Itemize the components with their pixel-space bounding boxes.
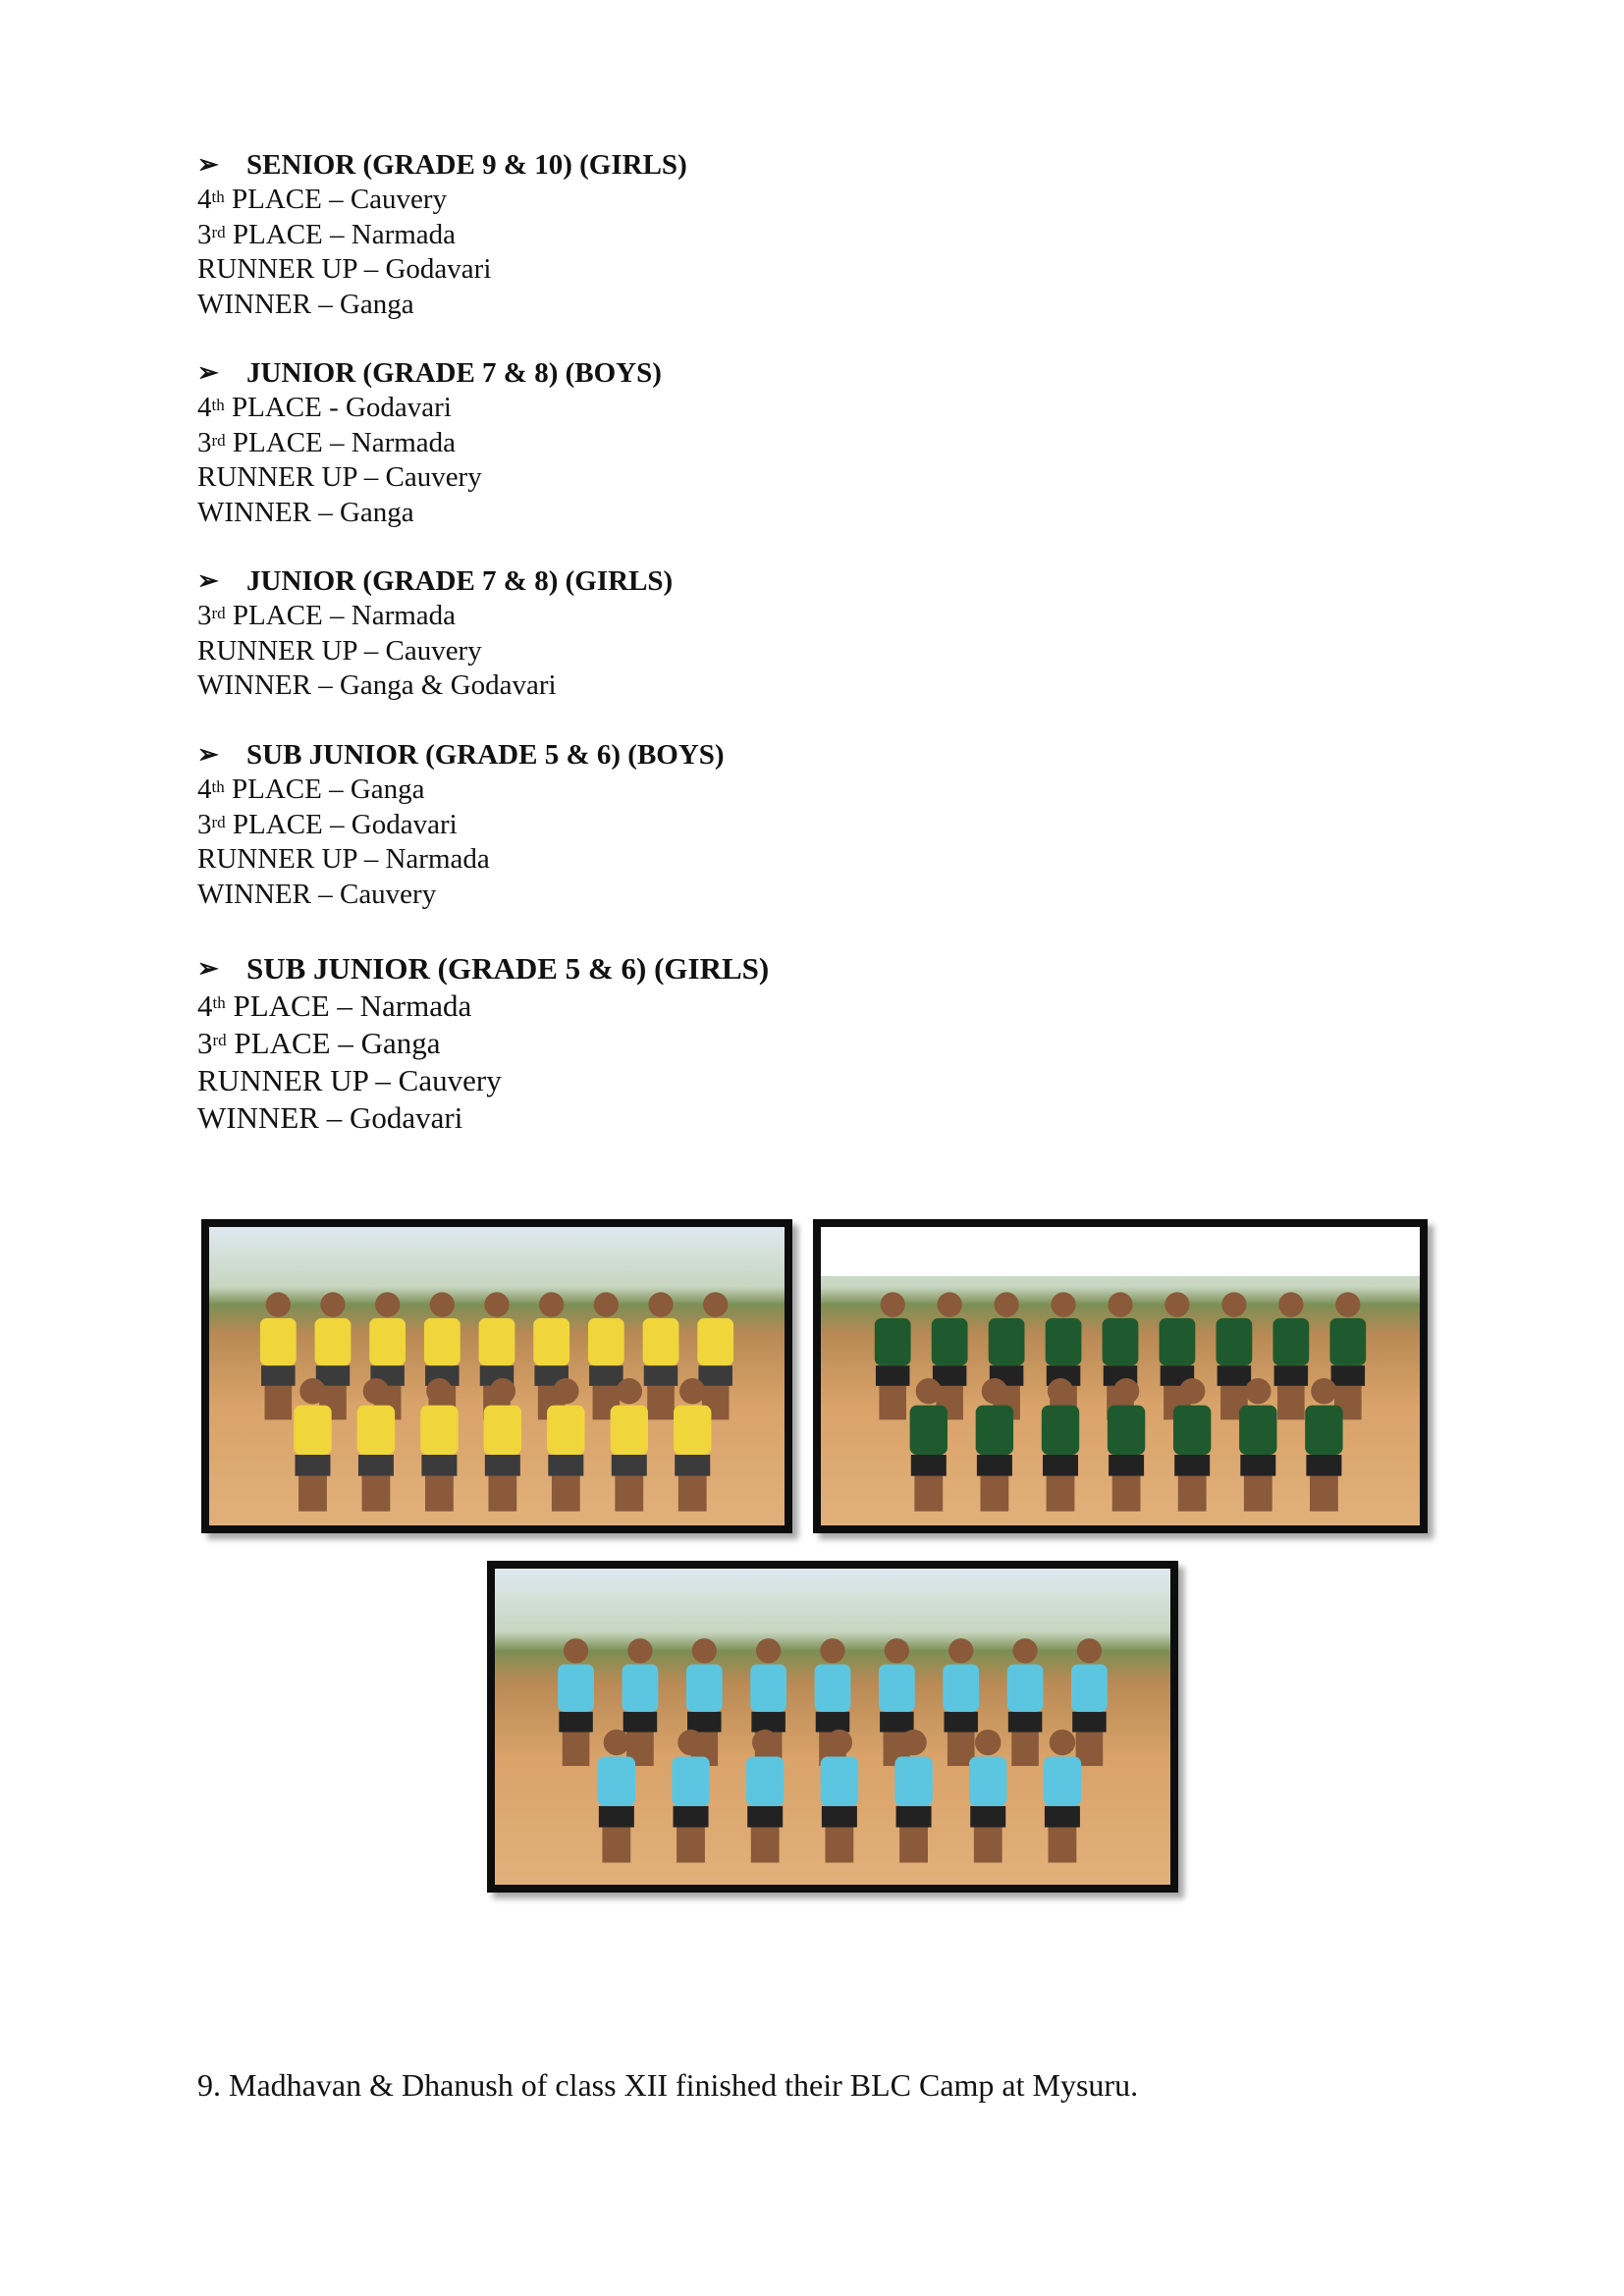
section-sub-junior-girls: [197, 950, 769, 1137]
result-line: 3rd PLACE – Ganga: [197, 1026, 441, 1060]
result-line: WINNER – Ganga: [197, 288, 414, 320]
team-group-silhouettes: [821, 1227, 1420, 1525]
person-figure: [1217, 1292, 1253, 1419]
arrow-bullet-icon: ➢: [197, 740, 219, 769]
result-line: 4th PLACE – Cauvery: [197, 184, 448, 215]
person-figure: [943, 1638, 979, 1766]
section-sub-junior-boys: [197, 737, 725, 912]
arrow-bullet-icon: ➢: [197, 150, 219, 179]
team-group-silhouettes: [495, 1569, 1170, 1885]
arrow-bullet-icon: ➢: [197, 566, 219, 595]
result-line: 3rd PLACE – Godavari: [197, 808, 458, 840]
result-line: WINNER – Ganga & Godavari: [197, 669, 557, 701]
section-heading: ➢ SUB JUNIOR (GRADE 5 & 6) (GIRLS): [197, 951, 770, 986]
person-figure: [697, 1292, 733, 1419]
result-line: 3rd PLACE – Narmada: [197, 600, 457, 631]
result-line: 3rd PLACE – Narmada: [197, 218, 457, 250]
person-figure: [875, 1292, 911, 1419]
person-figure: [1044, 1730, 1081, 1863]
team-photo-yellow: [201, 1219, 792, 1533]
result-line: RUNNER UP – Godavari: [197, 253, 492, 285]
person-figure: [969, 1730, 1006, 1863]
person-figure: [1071, 1638, 1108, 1766]
result-line: RUNNER UP – Cauvery: [197, 1063, 502, 1097]
section-heading: ➢ JUNIOR (GRADE 7 & 8) (GIRLS): [197, 565, 674, 597]
result-line: 3rd PLACE – Narmada: [197, 426, 457, 458]
result-line: 4th PLACE - Godavari: [197, 392, 452, 423]
team-group-silhouettes: [209, 1227, 785, 1525]
result-line: WINNER – Godavari: [197, 1100, 463, 1135]
result-line: WINNER – Ganga: [197, 496, 414, 528]
result-line: RUNNER UP – Cauvery: [197, 461, 482, 493]
section-heading: ➢ SENIOR (GRADE 9 & 10) (GIRLS): [197, 149, 687, 181]
section-senior-girls: [197, 147, 687, 322]
arrow-bullet-icon: ➢: [197, 358, 219, 387]
result-line: 4th PLACE – Narmada: [197, 988, 472, 1023]
person-figure: [260, 1292, 297, 1419]
section-heading: ➢ SUB JUNIOR (GRADE 5 & 6) (BOYS): [197, 739, 725, 771]
person-figure: [643, 1292, 679, 1419]
section-junior-girls: [197, 563, 673, 704]
section-heading: ➢ JUNIOR (GRADE 7 & 8) (BOYS): [197, 357, 662, 389]
section-junior-boys: [197, 355, 662, 530]
person-figure: [1007, 1638, 1044, 1766]
person-figure: [588, 1292, 624, 1419]
person-figure: [1329, 1292, 1366, 1419]
closing-note: 9. Madhavan & Dhanush of class XII finished their BLC Camp at Mysuru.: [197, 2067, 1139, 2103]
result-line: RUNNER UP – Cauvery: [197, 634, 482, 667]
person-figure: [1272, 1292, 1309, 1419]
arrow-bullet-icon: ➢: [197, 954, 219, 983]
person-figure: [558, 1638, 594, 1766]
result-line: 4th PLACE – Ganga: [197, 774, 425, 805]
result-line: RUNNER UP – Narmada: [197, 843, 490, 875]
team-photo-green: [813, 1219, 1428, 1533]
result-line: WINNER – Cauvery: [197, 878, 437, 910]
team-photo-blue: [487, 1561, 1178, 1893]
